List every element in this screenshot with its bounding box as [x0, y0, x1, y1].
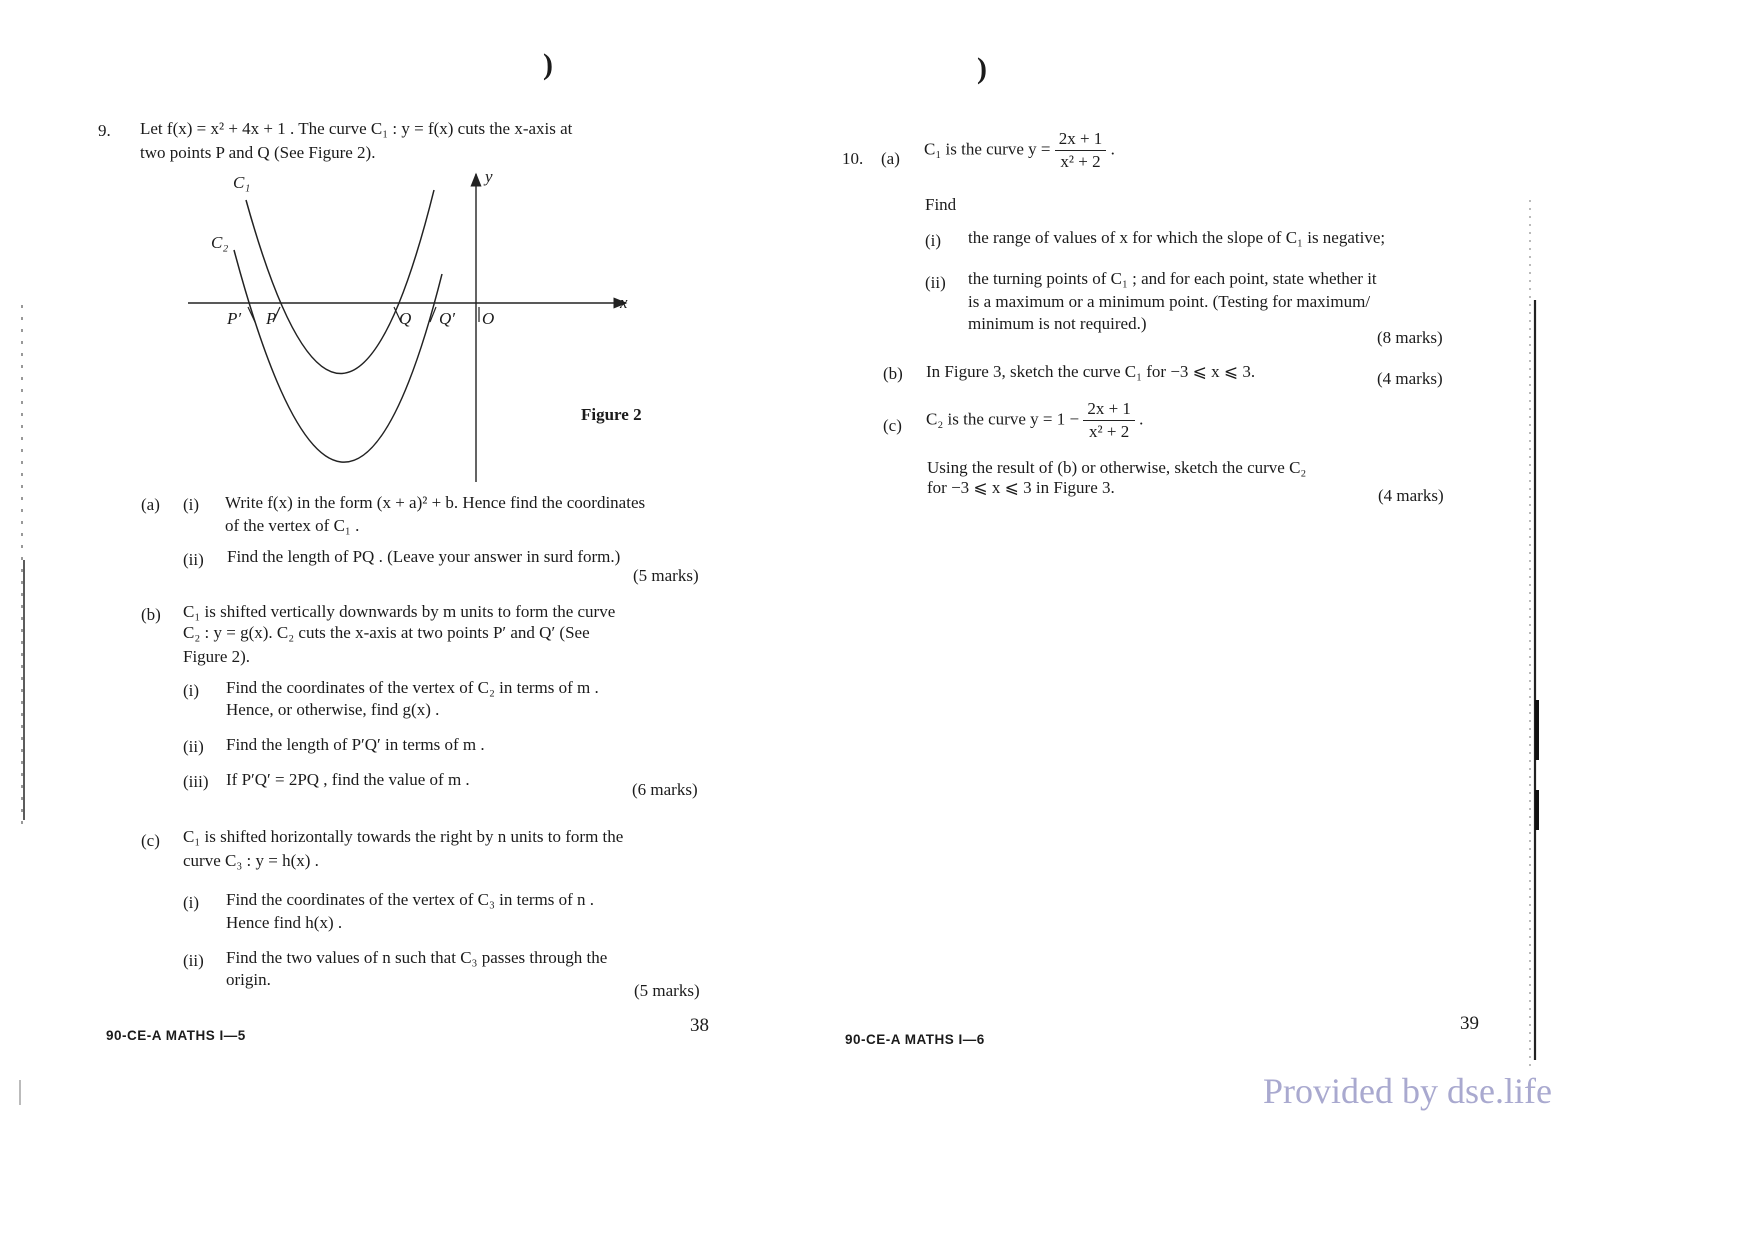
- q10-find: Find: [925, 195, 957, 214]
- left-footer-code: 90-CE-A MATHS I—5: [106, 1028, 246, 1043]
- q9a-i-line2: of the vertex of C₁ .: [225, 516, 360, 535]
- q10a-prefix: C₁ is the curve y =: [924, 139, 1051, 159]
- header-left-mark: ): [543, 48, 553, 81]
- q9b-iii-label: (iii): [183, 772, 209, 791]
- q9b-line1: C₁ is shifted vertically downwards by m units to form the curve: [183, 602, 616, 621]
- q9c-ii-line1: Find the two values of n such that C₃ passes through the: [226, 948, 608, 967]
- q9b-ii-line1: Find the length of P′Q′ in terms of m .: [226, 735, 485, 754]
- q9c-line1: C₁ is shifted horizontally towards the right by n units to form the: [183, 827, 624, 846]
- label-q: Q: [399, 309, 412, 328]
- q10c-fraction: [1083, 398, 1135, 443]
- q9b-iii-line1: If P′Q′ = 2PQ , find the value of m .: [226, 770, 470, 789]
- q9-intro-line2: two points P and Q (See Figure 2).: [140, 143, 376, 162]
- q9c-ii-label: (ii): [183, 951, 204, 970]
- watermark-text: Provided by dse.life: [1263, 1071, 1552, 1111]
- q10b-label: (b): [883, 364, 903, 383]
- label-c1: C₁: [233, 173, 251, 192]
- label-p-prime: P′: [227, 309, 242, 328]
- q9a-ii-label: (ii): [183, 550, 204, 569]
- q9b-ii-label: (ii): [183, 737, 204, 756]
- figure-2-caption: Figure 2: [581, 405, 642, 424]
- q9b-label: (b): [141, 605, 161, 624]
- q9b-line2: C₂ : y = g(x). C₂ cuts the x-axis at two points P′ and Q′ (See: [183, 623, 590, 642]
- q10a-ii-line3: minimum is not required.): [968, 314, 1147, 333]
- header-right-mark: ): [977, 52, 987, 85]
- q10a-ii-line2: is a maximum or a minimum point. (Testing for maximum/: [968, 292, 1371, 311]
- q10a-ii-label: (ii): [925, 273, 946, 292]
- q10c-line3: for −3 ⩽ x ⩽ 3 in Figure 3.: [927, 478, 1115, 497]
- q9-intro-line1: Let f(x) = x² + 4x + 1 . The curve C₁ : y = f(x) cuts the x-axis at: [140, 119, 573, 138]
- q10a-ii-line1: the turning points of C₁ ; and for each point, state whether it: [968, 269, 1377, 288]
- q9a-label: (a): [141, 495, 160, 514]
- q10c-suffix: .: [1139, 409, 1144, 429]
- q9c-marks: (5 marks): [634, 981, 700, 1000]
- q9b-marks: (6 marks): [632, 780, 698, 799]
- q9b-i-line2: Hence, or otherwise, find g(x) .: [226, 700, 440, 719]
- label-p: P: [266, 309, 277, 328]
- q9b-i-line1: Find the coordinates of the vertex of C₂ in terms of m .: [226, 678, 599, 697]
- q9b-i-label: (i): [183, 681, 200, 700]
- label-q-prime: Q′: [439, 309, 455, 328]
- q10a-i-label: (i): [925, 231, 942, 250]
- curve-c1: [246, 190, 434, 374]
- label-x-axis: x: [620, 293, 628, 312]
- q9c-i-line2: Hence find h(x) .: [226, 913, 343, 932]
- q10a-frac-num: 2x + 1: [1055, 128, 1107, 151]
- q10c-marks: (4 marks): [1378, 486, 1444, 505]
- q9c-i-line1: Find the coordinates of the vertex of C₃ in terms of n .: [226, 890, 595, 909]
- q10b-line1: In Figure 3, sketch the curve C₁ for −3 ⩽ x ⩽ 3.: [926, 362, 1256, 381]
- q9a-ii-line1: Find the length of PQ . (Leave your answer in surd form.): [227, 547, 621, 566]
- q10c-label: (c): [883, 416, 902, 435]
- right-footer-code: 90-CE-A MATHS I—6: [845, 1032, 985, 1047]
- q9-number: 9.: [98, 121, 111, 140]
- q9c-ii-line2: origin.: [226, 970, 271, 989]
- q9a-i-label: (i): [183, 495, 200, 514]
- q9a-i-line1: Write f(x) in the form (x + a)² + b. Hence find the coordinates: [225, 493, 646, 512]
- q10-number: 10.: [842, 149, 864, 168]
- q10a-label: (a): [881, 149, 900, 168]
- left-page-number: 38: [690, 1015, 709, 1036]
- label-origin: O: [482, 309, 495, 328]
- q10c-frac-num: 2x + 1: [1083, 398, 1135, 421]
- label-c2: C₂: [211, 233, 229, 252]
- q10c-line: [926, 398, 1143, 443]
- curve-c2: [234, 250, 442, 462]
- q10a-marks: (8 marks): [1377, 328, 1443, 347]
- q10a-fraction: [1055, 128, 1107, 173]
- q10c-prefix: C₂ is the curve y = 1 −: [926, 409, 1080, 429]
- q10c-frac-den: x² + 2: [1089, 422, 1130, 441]
- label-y-axis: y: [485, 167, 493, 186]
- q9b-line3: Figure 2).: [183, 647, 251, 666]
- q9c-label: (c): [141, 831, 160, 850]
- right-page-number: 39: [1460, 1013, 1479, 1034]
- q10a-line: [924, 128, 1115, 173]
- q9c-i-label: (i): [183, 893, 200, 912]
- right-scan-edge: [1520, 0, 1560, 1245]
- q10c-line2: Using the result of (b) or otherwise, sketch the curve C₂: [927, 458, 1307, 477]
- q10a-frac-den: x² + 2: [1060, 152, 1101, 171]
- q10a-i-line1: the range of values of x for which the slope of C₁ is negative;: [968, 228, 1386, 247]
- q10b-marks: (4 marks): [1377, 369, 1443, 388]
- q10a-suffix: .: [1110, 139, 1115, 159]
- left-scan-edge: [0, 0, 40, 1245]
- q9a-marks: (5 marks): [633, 566, 699, 585]
- q9c-line2: curve C₃ : y = h(x) .: [183, 851, 319, 870]
